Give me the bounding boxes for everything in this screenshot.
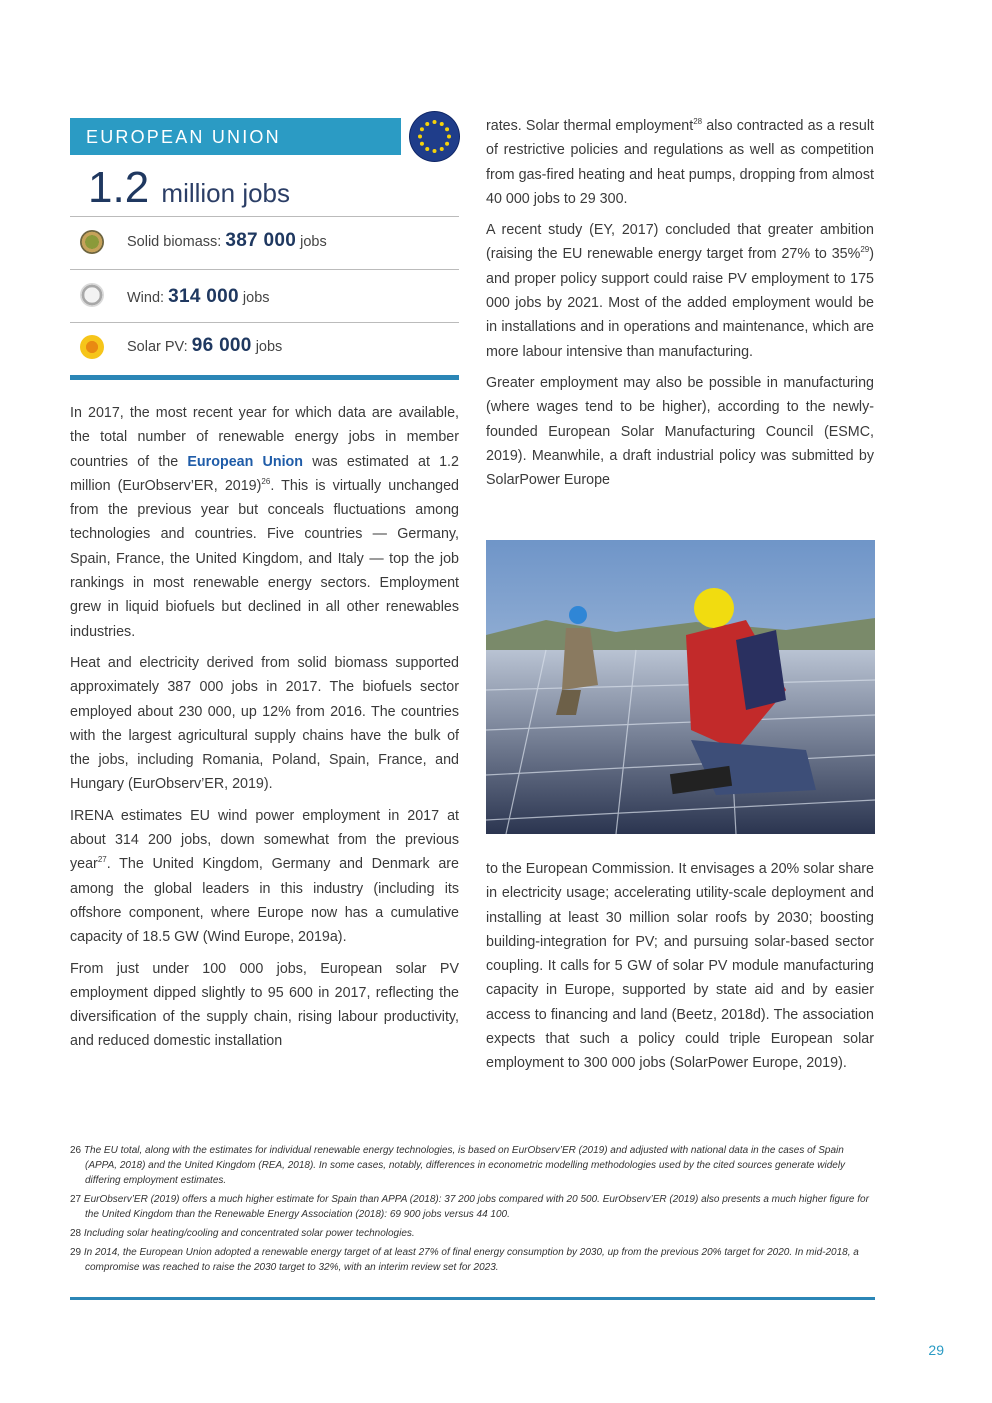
footnote-text: In 2014, the European Union adopted a renewable energy target of at least 27% of final energy consumption by 2030, up from the previous 20% target for 2020. In mid-2018, a compromise was reached to raise the 2030 target to 32%, with an interim review set for 2023.: [83, 1247, 859, 1273]
footnote-ref: 26: [261, 477, 271, 487]
footer-rule: [70, 1297, 875, 1300]
stat-wind: [127, 286, 270, 308]
divider: [70, 322, 459, 323]
stat-value: 314 000: [168, 286, 239, 307]
paragraph: [70, 804, 459, 950]
footnote: [70, 1226, 874, 1241]
paragraph: [486, 218, 874, 364]
region-title: EUROPEAN UNION: [70, 118, 401, 155]
text: In 2017, the most recent year for which data are available, the total number of renewable energy jobs in member countries of the: [70, 405, 459, 470]
footnote-ref: 28: [693, 117, 703, 127]
stat-unit: jobs: [296, 234, 327, 250]
text: A recent study (EY, 2017) concluded that greater ambition (raising the EU renewable energy target from 27% to 35%: [486, 222, 874, 263]
paragraph: Greater employment may also be possible in manufacturing (where wages tend to be higher), according to the newly-founded European Solar Manufacturing Council (ESMC, 2019). Meanwhile, a draft industrial policy was submitted by SolarPower Europe: [486, 374, 874, 489]
section-rule: [70, 375, 459, 380]
footnote: [70, 1143, 874, 1188]
stat-biomass: [127, 230, 327, 252]
right-column-top: [486, 114, 874, 492]
footnote-number: 28: [70, 1228, 82, 1239]
footnote-number: 29: [70, 1247, 82, 1258]
right-column-bottom: [486, 857, 874, 1076]
footnotes: [70, 1143, 874, 1275]
text: . The United Kingdom, Germany and Denmark are among the global leaders in this industry (including its offshore component, where Europe now has a cumulative capacity of 18.5 GW (Wind Europe, 2019a).: [70, 856, 459, 946]
stat-value: 387 000: [225, 230, 297, 251]
solar-icon: [80, 335, 104, 359]
stat-label: Solar PV:: [127, 339, 192, 355]
text: also contracted as a result of restrictive policies and regulations as well as competition from gas-fired heating and heat pumps, dropping from almost 40 000 jobs to 29 300.: [486, 118, 875, 207]
stat-label: Wind:: [127, 290, 169, 306]
stat-unit: jobs: [251, 339, 283, 355]
eu-flag-icon: [410, 112, 459, 161]
paragraph: to the European Commission. It envisages a 20% solar share in electricity usage; accelerating utility-scale deployment and installing at least 30 million solar roofs by 2030; boosting building-integration for PV; and pursuing solar-based sector coupling. It calls for 5 GW of solar PV module manufacturing capacity in Europe, supported by state aid and by easier access to financing and land (Beetz, 2018d). The association expects that such a policy could triple European solar employment to 300 000 jobs (SolarPower Europe, 2019).: [486, 861, 874, 1072]
footnote-ref: 29: [860, 245, 870, 255]
text: . This is virtually unchanged from the previous year but conceals fluctuations among technologies and countries. Five countries — Germany, Spain, France, the United Kingdom, and Italy — top the job rankings in most renewable energy sectors. Employment grew in liquid biofuels but declined in all other renewables industries.: [70, 477, 459, 640]
total-jobs: [88, 162, 290, 219]
divider: [70, 269, 459, 270]
text: was estimated at 1.2 million (EurObserv’ER, 2019): [70, 453, 459, 494]
text: ) and proper policy support could raise PV employment to 175 000 jobs by 2021. Most of the added employment would be in installations and in operations and maintenance, which are more labour intensive than manufacturing.: [486, 246, 874, 360]
footnote-number: 26: [70, 1145, 82, 1156]
stat-solar: [127, 335, 282, 357]
footnote-text: The EU total, along with the estimates for individual renewable energy technologies, is based on EurObserv’ER (2019) and adjusted with national data in the cases of Spain (APPA, 2018) and the United Kingdom (REA, 2018). In some cases, notably, differences in econometric modelling methodologies used by the cited sources generate widely differing employment estimates.: [83, 1145, 846, 1186]
page-number: 29: [928, 1342, 944, 1358]
total-jobs-value: 1.2: [88, 163, 150, 212]
highlight-term: European Union: [187, 453, 304, 470]
stat-value: 96 000: [191, 335, 252, 356]
paragraph: From just under 100 000 jobs, European solar PV employment dipped slightly to 95 600 in 2017, reflecting the diversification of the supply chain, rising labour productivity, and reduced domestic installation: [70, 960, 459, 1050]
stat-label: Solid biomass:: [127, 234, 226, 250]
text: IRENA estimates EU wind power employment in 2017 at about 314 200 jobs, down somewhat from the previous year: [70, 807, 459, 873]
paragraph: [486, 114, 874, 211]
divider: [70, 216, 459, 217]
stat-unit: jobs: [238, 290, 270, 306]
paragraph: [70, 401, 459, 644]
footnote-text: EurObserv’ER (2019) offers a much higher estimate for Spain than APPA (2018): 37 200 jobs compared with 20 500. EurObserv’ER (2019) also presents a much higher figure for the United Kingdom than the Renewable Energy Association (2018): 69 900 jobs versus 44 100.: [83, 1194, 869, 1220]
footnote-ref: 27: [97, 855, 107, 865]
paragraph: Heat and electricity derived from solid biomass supported approximately 387 000 jobs in 2017. The biofuels sector employed about 230 000, up 12% from 2016. The countries with the largest agricultural supply chains have the bulk of the jobs, including Romania, Poland, Spain, France, and Hungary (EurObserv’ER, 2019).: [70, 654, 459, 793]
left-column: [70, 401, 459, 1054]
footnote-text: Including solar heating/cooling and concentrated solar power technologies.: [83, 1228, 415, 1239]
footnote: [70, 1245, 874, 1275]
footnote: [70, 1192, 874, 1222]
solar-workers-photo: [486, 540, 875, 834]
text: rates. Solar thermal employment: [486, 118, 694, 134]
total-jobs-unit: million jobs: [161, 178, 291, 208]
biomass-icon: [80, 230, 104, 254]
footnote-number: 27: [70, 1194, 82, 1205]
wind-icon: [80, 283, 104, 307]
